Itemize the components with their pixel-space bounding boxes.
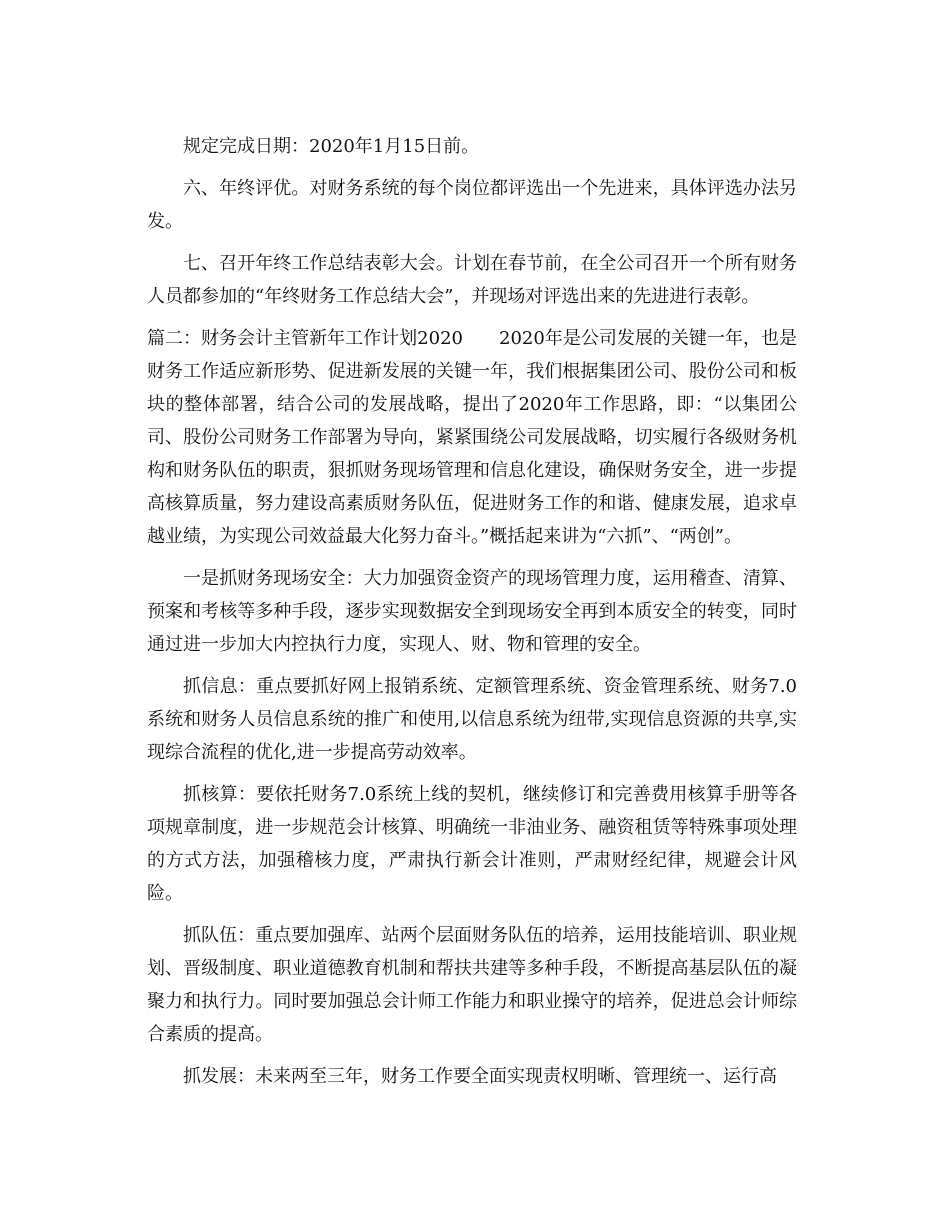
paragraph-deadline: 规定完成日期：2020年1月15日前。 xyxy=(183,136,480,157)
paragraph-team: 抓队伍：重点要加强库、站两个层面财务队伍的培养，运用技能培训、职业规划、晋级制度、职业道德教育机制和帮扶共建等多种手段，不断提高基层队伍的凝聚力和执行力。同时要加强总会计师工作能力和职业操守的培养，促进总会计师综合素质的提高。 xyxy=(147,925,797,1045)
paragraph-year-end-evaluation: 六、年终评优。对财务系统的每个岗位都评选出一个先进来，具体评选办法另发。 xyxy=(147,178,797,232)
paragraph-development: 抓发展：未来两至三年，财务工作要全面实现责权明晰、管理统一、运行高 xyxy=(183,1066,777,1087)
paragraph-site-safety: 一是抓财务现场安全：大力加强资金资产的现场管理力度，运用稽查、清算、预案和考核等多种手段，逐步实现数据安全到现场安全再到本质安全的转变，同时通过进一步加大内控执行力度，实现人、财、物和管理的安全。 xyxy=(147,568,797,655)
paragraph-accounting: 抓核算：要依托财务7.0系统上线的契机，继续修订和完善费用核算手册等各项规章制度，进一步规范会计核算、明确统一非油业务、融资租赁等特殊事项处理的方式方法，加强稽核力度，严肃执行新会计准则，严肃财经纪律，规避会计风险。 xyxy=(147,784,797,904)
paragraph-information: 抓信息：重点要抓好网上报销系统、定额管理系统、资金管理系统、财务7.0系统和财务人员信息系统的推广和使用,以信息系统为纽带,实现信息资源的共享,实现综合流程的优化,进一步提高劳动效率。 xyxy=(147,676,797,763)
document-body xyxy=(147,130,797,1102)
paragraph-part-two-intro: 篇二：财务会计主管新年工作计划2020 2020年是公司发展的关键一年，也是财务工作适应新形势、促进新发展的关键一年，我们根据集团公司、股份公司和板块的整体部署，结合公司的发展战略，提出了2020年工作思路，即：“以集团公司、股份公司财务工作部署为导向，紧紧围绕公司发展战略，切实履行各级财务机构和财务队伍的职责，狠抓财务现场管理和信息化建设，确保财务安全，进一步提高核算质量，努力建设高素质财务队伍，促进财务工作的和谐、健康发展，追求卓越业绩，为实现公司效益最大化努力奋斗。”概括起来讲为“六抓”、“两创”。 xyxy=(147,328,797,547)
paragraph-year-end-meeting: 七、召开年终工作总结表彰大会。计划在春节前，在全公司召开一个所有财务人员都参加的“年终财务工作总结大会”，并现场对评选出来的先进进行表彰。 xyxy=(147,253,797,307)
